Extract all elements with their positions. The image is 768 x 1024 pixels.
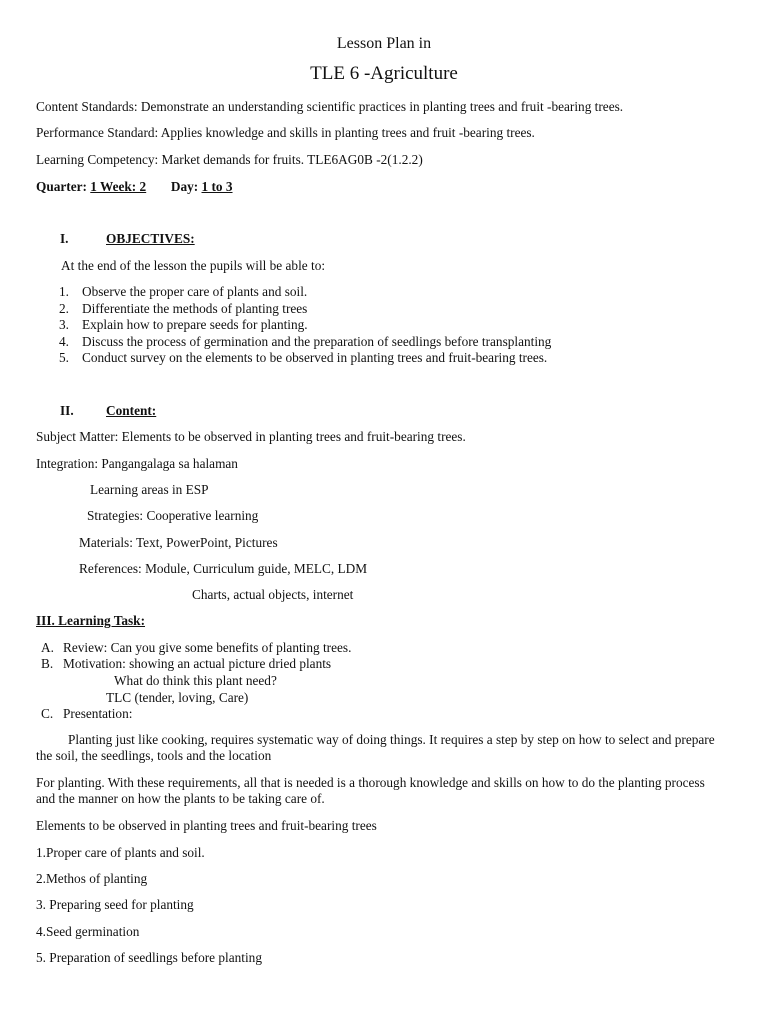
objective-text: Differentiate the methods of planting trees — [82, 301, 308, 316]
references: References: Module, Curriculum guide, MELC, LDM — [79, 561, 368, 576]
objectives-heading: OBJECTIVES: — [106, 231, 195, 246]
element-item: 4.Seed germination — [36, 924, 140, 939]
motivation-tlc: TLC (tender, loving, Care) — [106, 690, 249, 705]
motivation-text: Motivation: showing an actual picture dried plants — [63, 656, 332, 671]
content-numeral: II. — [60, 403, 74, 418]
element-item: 2.Methos of planting — [36, 871, 148, 886]
strategies: Strategies: Cooperative learning — [87, 508, 259, 523]
element-item: 3. Preparing seed for planting — [36, 897, 194, 912]
integration: Integration: Pangangalaga sa halaman — [36, 456, 238, 471]
objective-item — [36, 334, 551, 350]
objective-number: 1. — [59, 284, 69, 299]
learning-competency: Learning Competency: Market demands for fruits. TLE6AG0B -2(1.2.2) — [36, 152, 423, 167]
subject-matter: Subject Matter: Elements to be observed in planting trees and fruit-bearing trees. — [36, 429, 466, 444]
objective-text: Observe the proper care of plants and soil. — [82, 284, 308, 299]
content-standards: Content Standards: Demonstrate an understanding scientific practices in planting trees and fruit -bearing trees. — [36, 99, 624, 114]
quarter-week-value: 1 Week: 2 — [90, 179, 147, 194]
motivation-question: What do think this plant need? — [114, 673, 277, 688]
objectives-numeral: I. — [60, 231, 69, 246]
day-label: Day: — [170, 179, 199, 194]
learning-task-heading: III. Learning Task: — [36, 613, 146, 628]
objective-number: 5. — [59, 350, 69, 365]
review-letter: A. — [41, 640, 54, 655]
objective-item — [36, 301, 307, 317]
element-item: 1.Proper care of plants and soil. — [36, 845, 205, 860]
motivation-letter: B. — [41, 656, 54, 671]
review-text: Review: Can you give some benefits of planting trees. — [63, 640, 352, 655]
objective-item — [36, 317, 308, 333]
objective-text: Discuss the process of germination and the preparation of seedlings before transplanting — [82, 334, 552, 349]
document-subtitle: TLE 6 -Agriculture — [310, 63, 458, 84]
content-heading: Content: — [106, 403, 157, 418]
presentation-paragraph-1: Planting just like cooking, requires systematic way of doing things. It requires a step by step on how to select and prepare the soil, the seedlings, tools and the location — [36, 732, 715, 763]
element-item: 5. Preparation of seedlings before planting — [36, 950, 262, 965]
objective-text: Conduct survey on the elements to be observed in planting trees and fruit-bearing trees. — [82, 350, 548, 365]
objective-item — [36, 350, 547, 366]
objective-number: 4. — [59, 334, 69, 349]
presentation-letter: C. — [41, 706, 54, 721]
objective-item — [36, 284, 307, 300]
presentation-paragraph-2: For planting. With these requirements, all that is needed is a thorough knowledge and skills on how to do the planting process and the manner on how the plants to be taking care of. — [36, 775, 705, 806]
learning-areas: Learning areas in ESP — [90, 482, 209, 497]
objective-number: 2. — [59, 301, 69, 316]
performance-standard: Performance Standard: Applies knowledge and skills in planting trees and fruit -bearing trees. — [36, 125, 535, 140]
objective-text: Explain how to prepare seeds for planting. — [82, 317, 308, 332]
presentation-label: Presentation: — [63, 706, 133, 721]
schedule-line — [36, 179, 233, 195]
materials: Materials: Text, PowerPoint, Pictures — [79, 535, 278, 550]
document-title: Lesson Plan in — [336, 35, 432, 52]
quarter-label: Quarter: — [36, 179, 87, 194]
elements-intro: Elements to be observed in planting trees and fruit-bearing trees — [36, 818, 377, 833]
day-value: 1 to 3 — [201, 179, 233, 194]
references-continued: Charts, actual objects, internet — [192, 587, 354, 602]
objectives-intro: At the end of the lesson the pupils will be able to: — [61, 258, 326, 273]
objective-number: 3. — [59, 317, 69, 332]
